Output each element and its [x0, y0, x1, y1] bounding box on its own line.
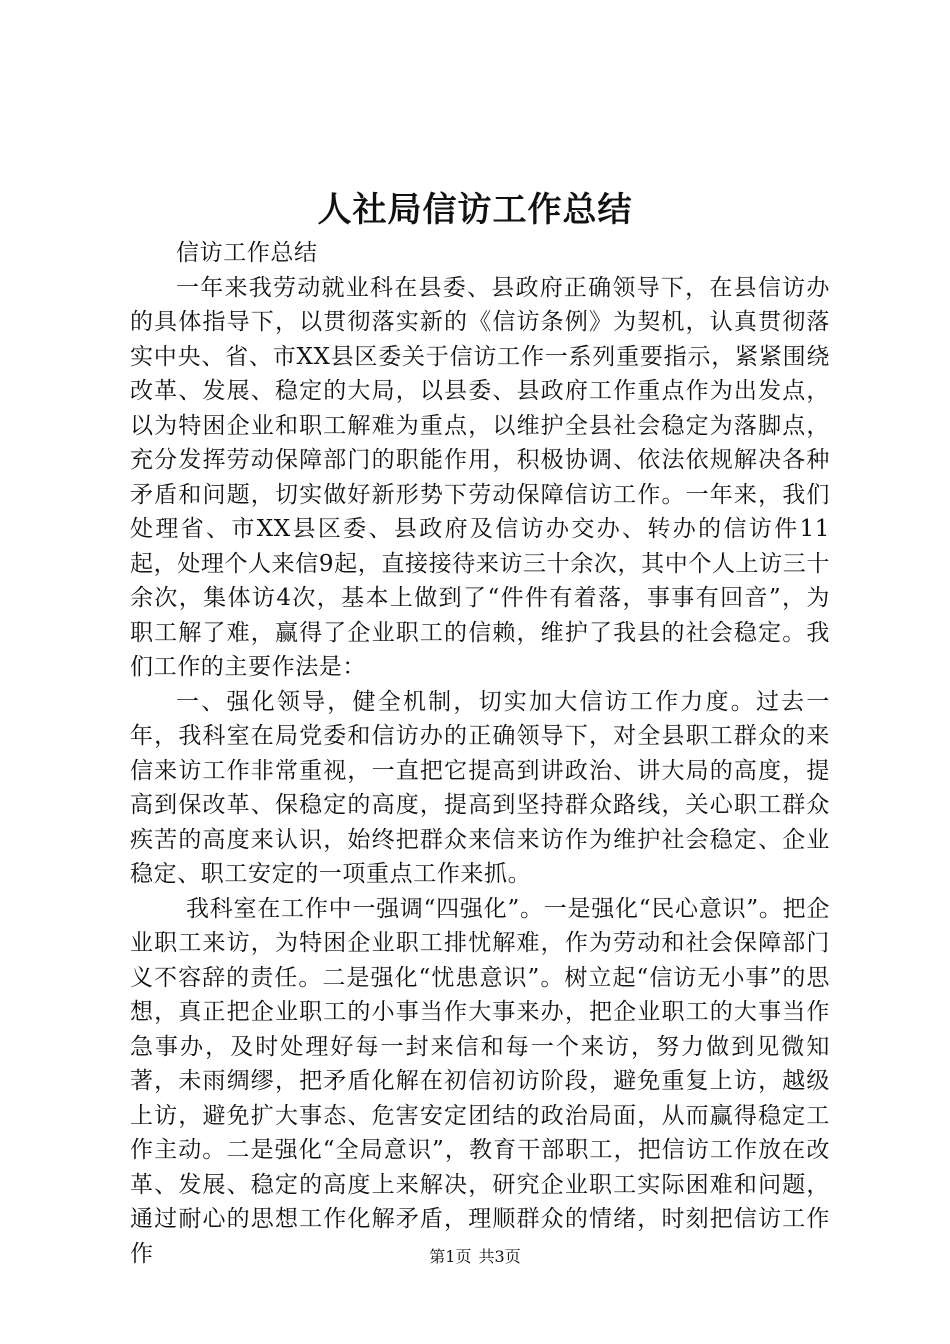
page-total: 共3页: [478, 1247, 521, 1266]
subtitle-paragraph: 信访工作总结: [176, 240, 318, 266]
section-one-paragraph: 一、强化领导，健全机制，切实加大信访工作力度。过去一年，我科室在局党委和信访办的正确领导下，对全县职工群众的来信来访工作非常重视，一直把它提高到讲政治、讲大局的高度，提高到保改革、保稳定的高度，提高到坚持群众路线，关心职工群众疾苦的高度来认识，始终把群众来信来访作为维护社会稳定、企业稳定、职工安定的一项重点工作来抓。: [130, 688, 830, 887]
page-number: 第1页: [429, 1247, 472, 1266]
intro-paragraph: 一年来我劳动就业科在县委、县政府正确领导下，在县信访办的具体指导下，以贯彻落实新的《信访条例》为契机，认真贯彻落实中央、省、市XX县区委关于信访工作一系列重要指示，紧紧围绕改革、发展、稳定的大局，以县委、县政府工作重点作为出发点，以为特困企业和职工解难为重点，以维护全县社会稳定为落脚点，充分发挥劳动保障部门的职能作用，积极协调、依法依规解决各种矛盾和问题，切实做好新形势下劳动保障信访工作。一年来，我们处理省、市XX县区委、县政府及信访办交办、转办的信访件11起，处理个人来信9起，直接接待来访三十余次，其中个人上访三十余次，集体访4次，基本上做到了“件件有着落，事事有回音”，为职工解了难，赢得了企业职工的信赖，维护了我县的社会稳定。我们工作的主要作法是：: [130, 274, 830, 680]
document-title: 人社局信访工作总结: [317, 190, 633, 230]
document-body: [130, 236, 830, 1271]
four-strengthen-paragraph: 我科室在工作中一强调“四强化”。一是强化“民心意识”。把企业职工来访，为特困企业职工排忧解难，作为劳动和社会保障部门义不容辞的责任。二是强化“忧患意识”。树立起“信访无小事”的思想，真正把企业职工的小事当作大事来办，把企业职工的大事当作急事办，及时处理好每一封来信和每一个来访，努力做到见微知著，未雨绸缪，把矛盾化解在初信初访阶段，避免重复上访，越级上访，避免扩大事态、危害安定团结的政治局面，从而赢得稳定工作主动。二是强化“全局意识”，教育干部职工，把信访工作放在改革、发展、稳定的高度上来解决，研究企业职工实际困难和问题，通过耐心的思想工作化解矛盾，理顺群众的情绪，时刻把信访工作作: [130, 895, 830, 1267]
page-footer: [0, 1246, 950, 1268]
